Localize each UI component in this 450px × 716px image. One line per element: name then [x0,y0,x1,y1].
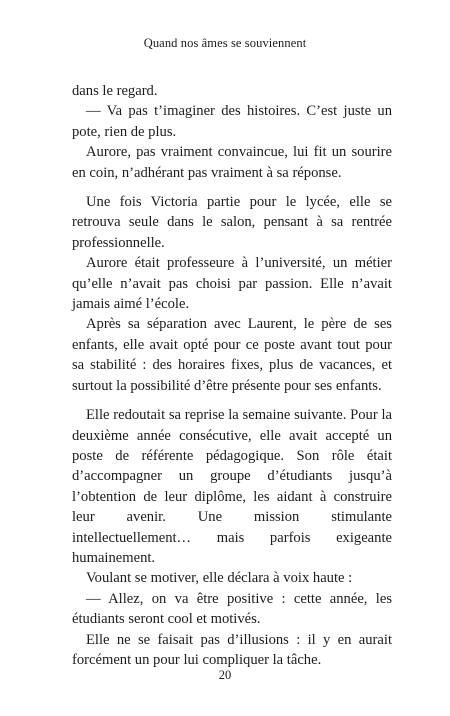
paragraph: Elle ne se faisait pas d’illusions : il y en aurait forcément un pour lui compliquer la tâche. [72,631,392,668]
paragraph: — Va pas t’imaginer des histoires. C’est juste un pote, rien de plus. [72,103,392,140]
paragraph: Une fois Victoria partie pour le lycée, elle se retrouva seule dans le salon, pensant à sa rentrée professionnelle. [72,194,392,251]
paragraph: Aurore, pas vraiment convaincue, lui fit un sourire en coin, n’adhérant pas vraiment à sa réponse. [72,144,392,181]
paragraph: Voulant se motiver, elle déclara à voix haute : [86,570,353,587]
page-number: 20 [218,668,232,682]
body-text [72,81,392,670]
paragraph: Elle redoutait sa reprise la semaine suivante. Pour la deuxième année consécutive, elle avait accepté un poste de référente pédagogique. Son rôle était d’accompagner un groupe d’étudiants jusqu’à l’obtention de leur diplôme, les aidant à construire leur avenir. Une mission stimulante intellectuellement… mais parfois exigeante humainement. [72,407,392,566]
paragraph: Après sa séparation avec Laurent, le père de ses enfants, elle avait opté pour ce poste avant tout pour sa stabilité : des horaires fixes, plus de vacances, et surtout la possibilité d’être présente pour ses enfants. [72,316,392,394]
running-header: Quand nos âmes se souviennent [143,36,307,50]
paragraph: — Allez, on va être positive : cette année, les étudiants seront cool et motivés. [72,590,392,628]
paragraph: dans le regard. [72,83,158,99]
paragraph: Aurore était professeure à l’université, un métier qu’elle n’avait pas choisi par passion. Elle n’avait jamais aimé l’école. [72,255,392,313]
